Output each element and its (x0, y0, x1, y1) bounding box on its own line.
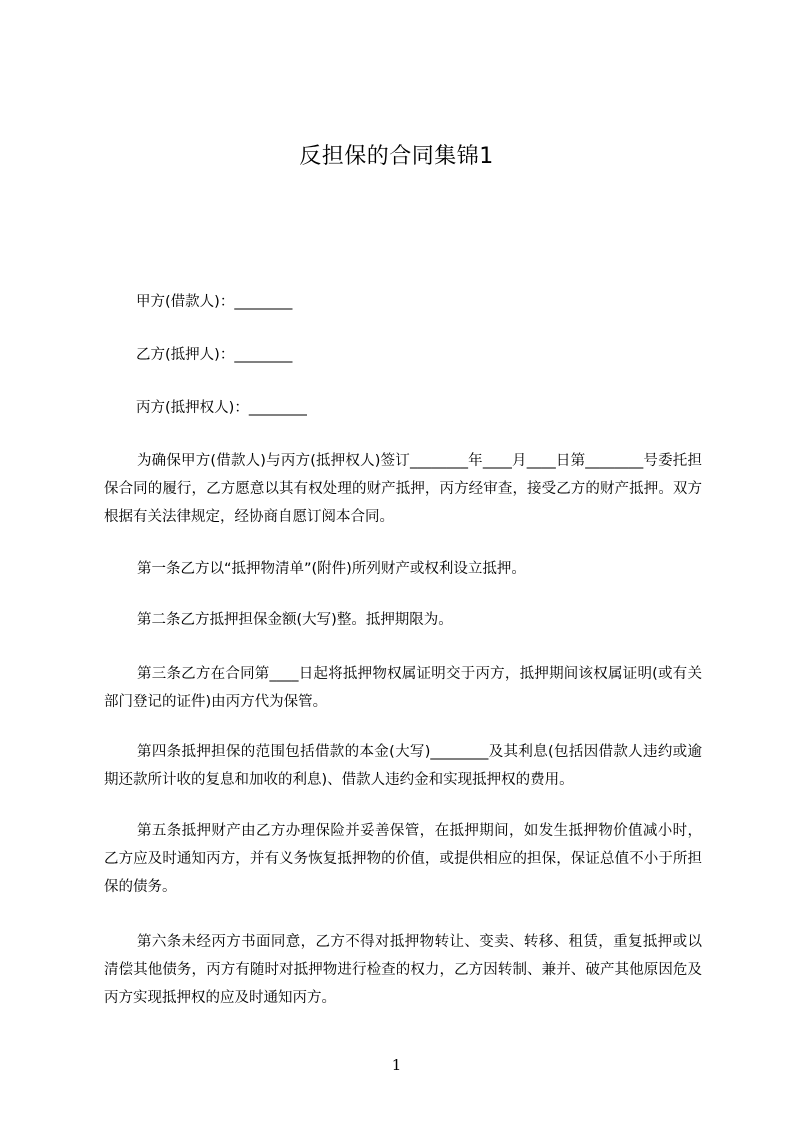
document-title: 反担保的合同集锦1 (299, 144, 494, 169)
preamble-paragraph: 为确保甲方(借款人)与丙方(抵押权人)签订________年____月____日第________号委托担保合同的履行，乙方愿意以其有权处理的财产抵押，丙方经审查，接受乙方的财产抵押。双方根据有关法律规定，经协商自愿订阅本合同。 (104, 453, 702, 525)
article-1-paragraph: 第一条乙方以“抵押物清单”(附件)所列财产或权利设立抵押。 (137, 561, 526, 577)
page-number: 1 (391, 1056, 402, 1074)
article-6-paragraph: 第六条未经丙方书面同意，乙方不得对抵押物转让、变卖、转移、租赁，重复抵押或以清偿其他债务，丙方有随时对抵押物进行检查的权力，乙方因转制、兼并、破产其他原因危及丙方实现抵押权的应及时通知丙方。 (104, 934, 702, 1006)
article-5-paragraph: 第五条抵押财产由乙方办理保险并妥善保管，在抵押期间，如发生抵押物价值减小时，乙方应及时通知丙方，并有义务恢复抵押物的价值，或提供相应的担保，保证总值不小于所担保的债务。 (104, 823, 702, 895)
article-2-paragraph: 第二条乙方抵押担保金额(大写)整。抵押期限为。 (137, 612, 453, 628)
party-c-line: 丙方(抵押权人)：________ (136, 400, 307, 416)
article-3-paragraph: 第三条乙方在合同第____日起将抵押物权属证明交于丙方，抵押期间该权属证明(或有关部门登记的证件)由丙方代为保管。 (104, 666, 702, 710)
party-b-line: 乙方(抵押人)：________ (136, 347, 293, 363)
article-4-paragraph: 第四条抵押担保的范围包括借款的本金(大写)________及其利息(包括因借款人违约或逾期还款所计收的复息和加收的利息)、借款人违约金和实现抵押权的费用。 (104, 744, 702, 788)
party-a-line: 甲方(借款人)：________ (136, 294, 293, 310)
